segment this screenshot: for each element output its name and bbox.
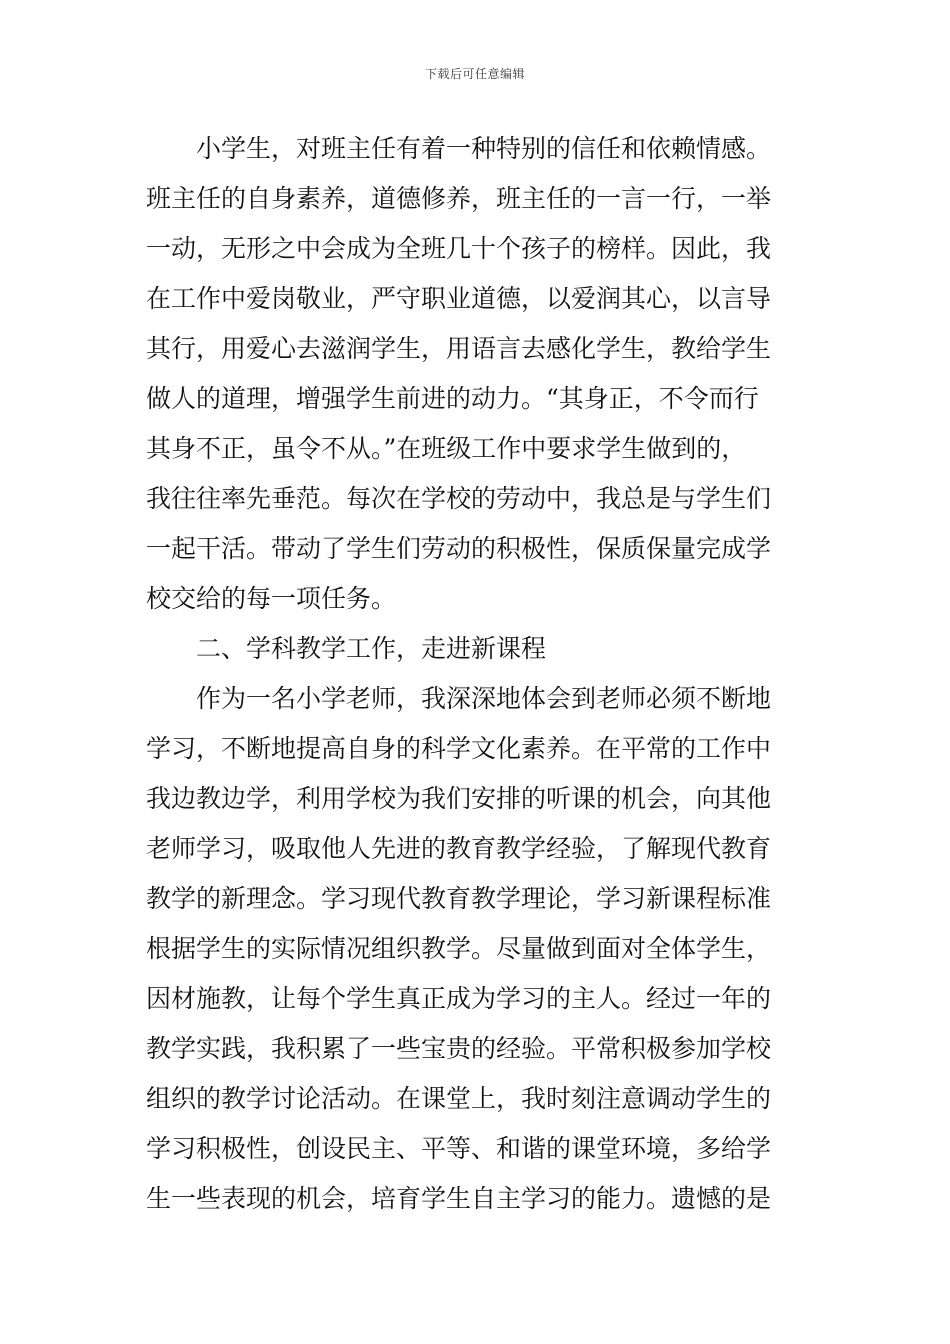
text-line: 小学生，对班主任有着一种特别的信任和依赖情感。: [196, 134, 772, 163]
text-line: 做人的道理，增强学生前进的动力。“其身正，不令而行: [146, 384, 759, 413]
page-header: 下载后可任意编辑: [424, 67, 525, 81]
text-line: 我往往率先垂范。每次在学校的劳动中，我总是与学生们: [146, 484, 772, 513]
text-line: 因材施教，让每个学生真正成为学习的主人。经过一年的: [146, 984, 772, 1013]
text-line: 其行，用爱心去滋润学生，用语言去感化学生，教给学生: [146, 334, 772, 363]
text-line: 班主任的自身素养，道德修养，班主任的一言一行，一举: [146, 184, 772, 213]
text-line: 我边教边学，利用学校为我们安排的听课的机会，向其他: [146, 784, 772, 813]
text-line: 校交给的每一项任务。: [146, 584, 397, 613]
text-line: 学习积极性，创设民主、平等、和谐的课堂环境，多给学: [146, 1134, 772, 1163]
section-heading: 二、学科教学工作，走进新课程: [196, 634, 547, 663]
document-body: [146, 124, 810, 1224]
text-line: 教学的新理念。学习现代教育教学理论，学习新课程标准: [146, 884, 772, 913]
text-line: 一起干活。带动了学生们劳动的积极性，保质保量完成学: [146, 534, 772, 563]
text-line: 生一些表现的机会，培育学生自主学习的能力。遗憾的是: [146, 1184, 772, 1213]
text-line: 学习，不断地提高自身的科学文化素养。在平常的工作中: [146, 734, 772, 763]
text-line: 老师学习，吸取他人先进的教育教学经验，了解现代教育: [146, 834, 772, 863]
text-line: 教学实践，我积累了一些宝贵的经验。平常积极参加学校: [146, 1034, 772, 1063]
text-line: 在工作中爱岗敬业，严守职业道德，以爱润其心，以言导: [146, 284, 772, 313]
text-line: 一动，无形之中会成为全班几十个孩子的榜样。因此，我: [146, 234, 772, 263]
text-line: 组织的教学讨论活动。在课堂上，我时刻注意调动学生的: [146, 1084, 772, 1113]
text-line: 根据学生的实际情况组织教学。尽量做到面对全体学生，: [146, 934, 772, 963]
text-line: 作为一名小学老师，我深深地体会到老师必须不断地: [196, 684, 772, 713]
text-line: 其身不正，虽令不从。”在班级工作中要求学生做到的，: [146, 434, 747, 463]
